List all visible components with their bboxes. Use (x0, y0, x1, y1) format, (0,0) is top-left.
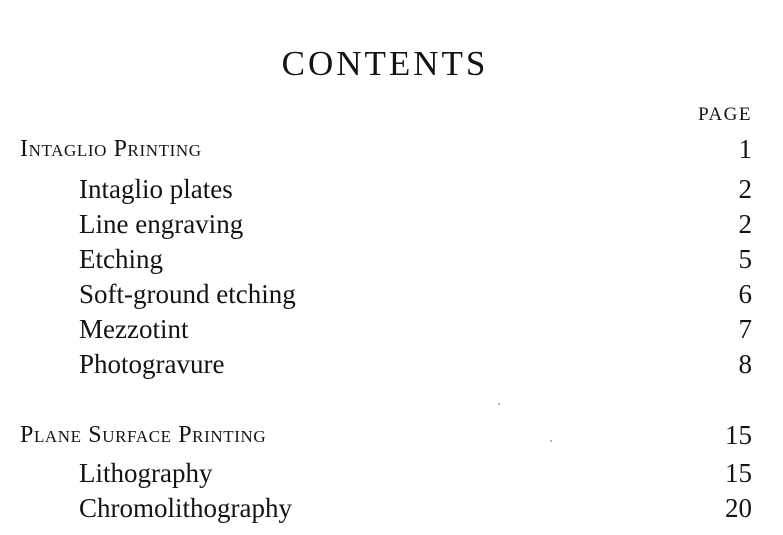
toc-entry[interactable] (0, 314, 752, 349)
toc-entry-page: 15 (725, 458, 752, 488)
scan-speck (498, 403, 500, 405)
toc-entry-page: 6 (738, 279, 752, 309)
toc-entry[interactable] (0, 493, 752, 528)
toc-section-plane-surface-printing[interactable] (0, 420, 752, 455)
toc-entry-title: Line engraving (79, 209, 244, 239)
toc-entry-page: 7 (738, 314, 752, 344)
toc-section-intaglio-printing[interactable] (0, 134, 752, 169)
toc-section-title: Intaglio Printing (20, 136, 202, 162)
toc-section-title: Plane Surface Printing (20, 422, 267, 448)
page-title: CONTENTS (281, 44, 489, 83)
toc-section-page: 1 (738, 134, 752, 164)
toc-entry-title: Intaglio plates (79, 174, 233, 204)
toc-entry[interactable] (0, 279, 752, 314)
toc-entry[interactable] (0, 244, 752, 279)
toc-entry-page: 8 (738, 349, 752, 379)
toc-entry-page: 2 (738, 174, 752, 204)
toc-entry[interactable] (0, 209, 752, 244)
toc-entry[interactable] (0, 349, 752, 384)
toc-entry-page: 5 (738, 244, 752, 274)
toc-entry-page: 2 (738, 209, 752, 239)
toc-entry-title: Soft-ground etching (79, 279, 296, 309)
toc-entry[interactable] (0, 174, 752, 209)
toc-entry-page: 20 (725, 493, 752, 523)
page-column-header: PAGE (698, 104, 752, 125)
toc-entry[interactable] (0, 458, 752, 493)
toc-entry-title: Etching (79, 244, 163, 274)
toc-section-page: 15 (725, 420, 752, 450)
toc-entry-title: Chromolithography (79, 493, 292, 523)
toc-entry-title: Mezzotint (79, 314, 189, 344)
toc-entry-title: Photogravure (79, 349, 225, 379)
toc-entry-title: Lithography (79, 458, 213, 488)
